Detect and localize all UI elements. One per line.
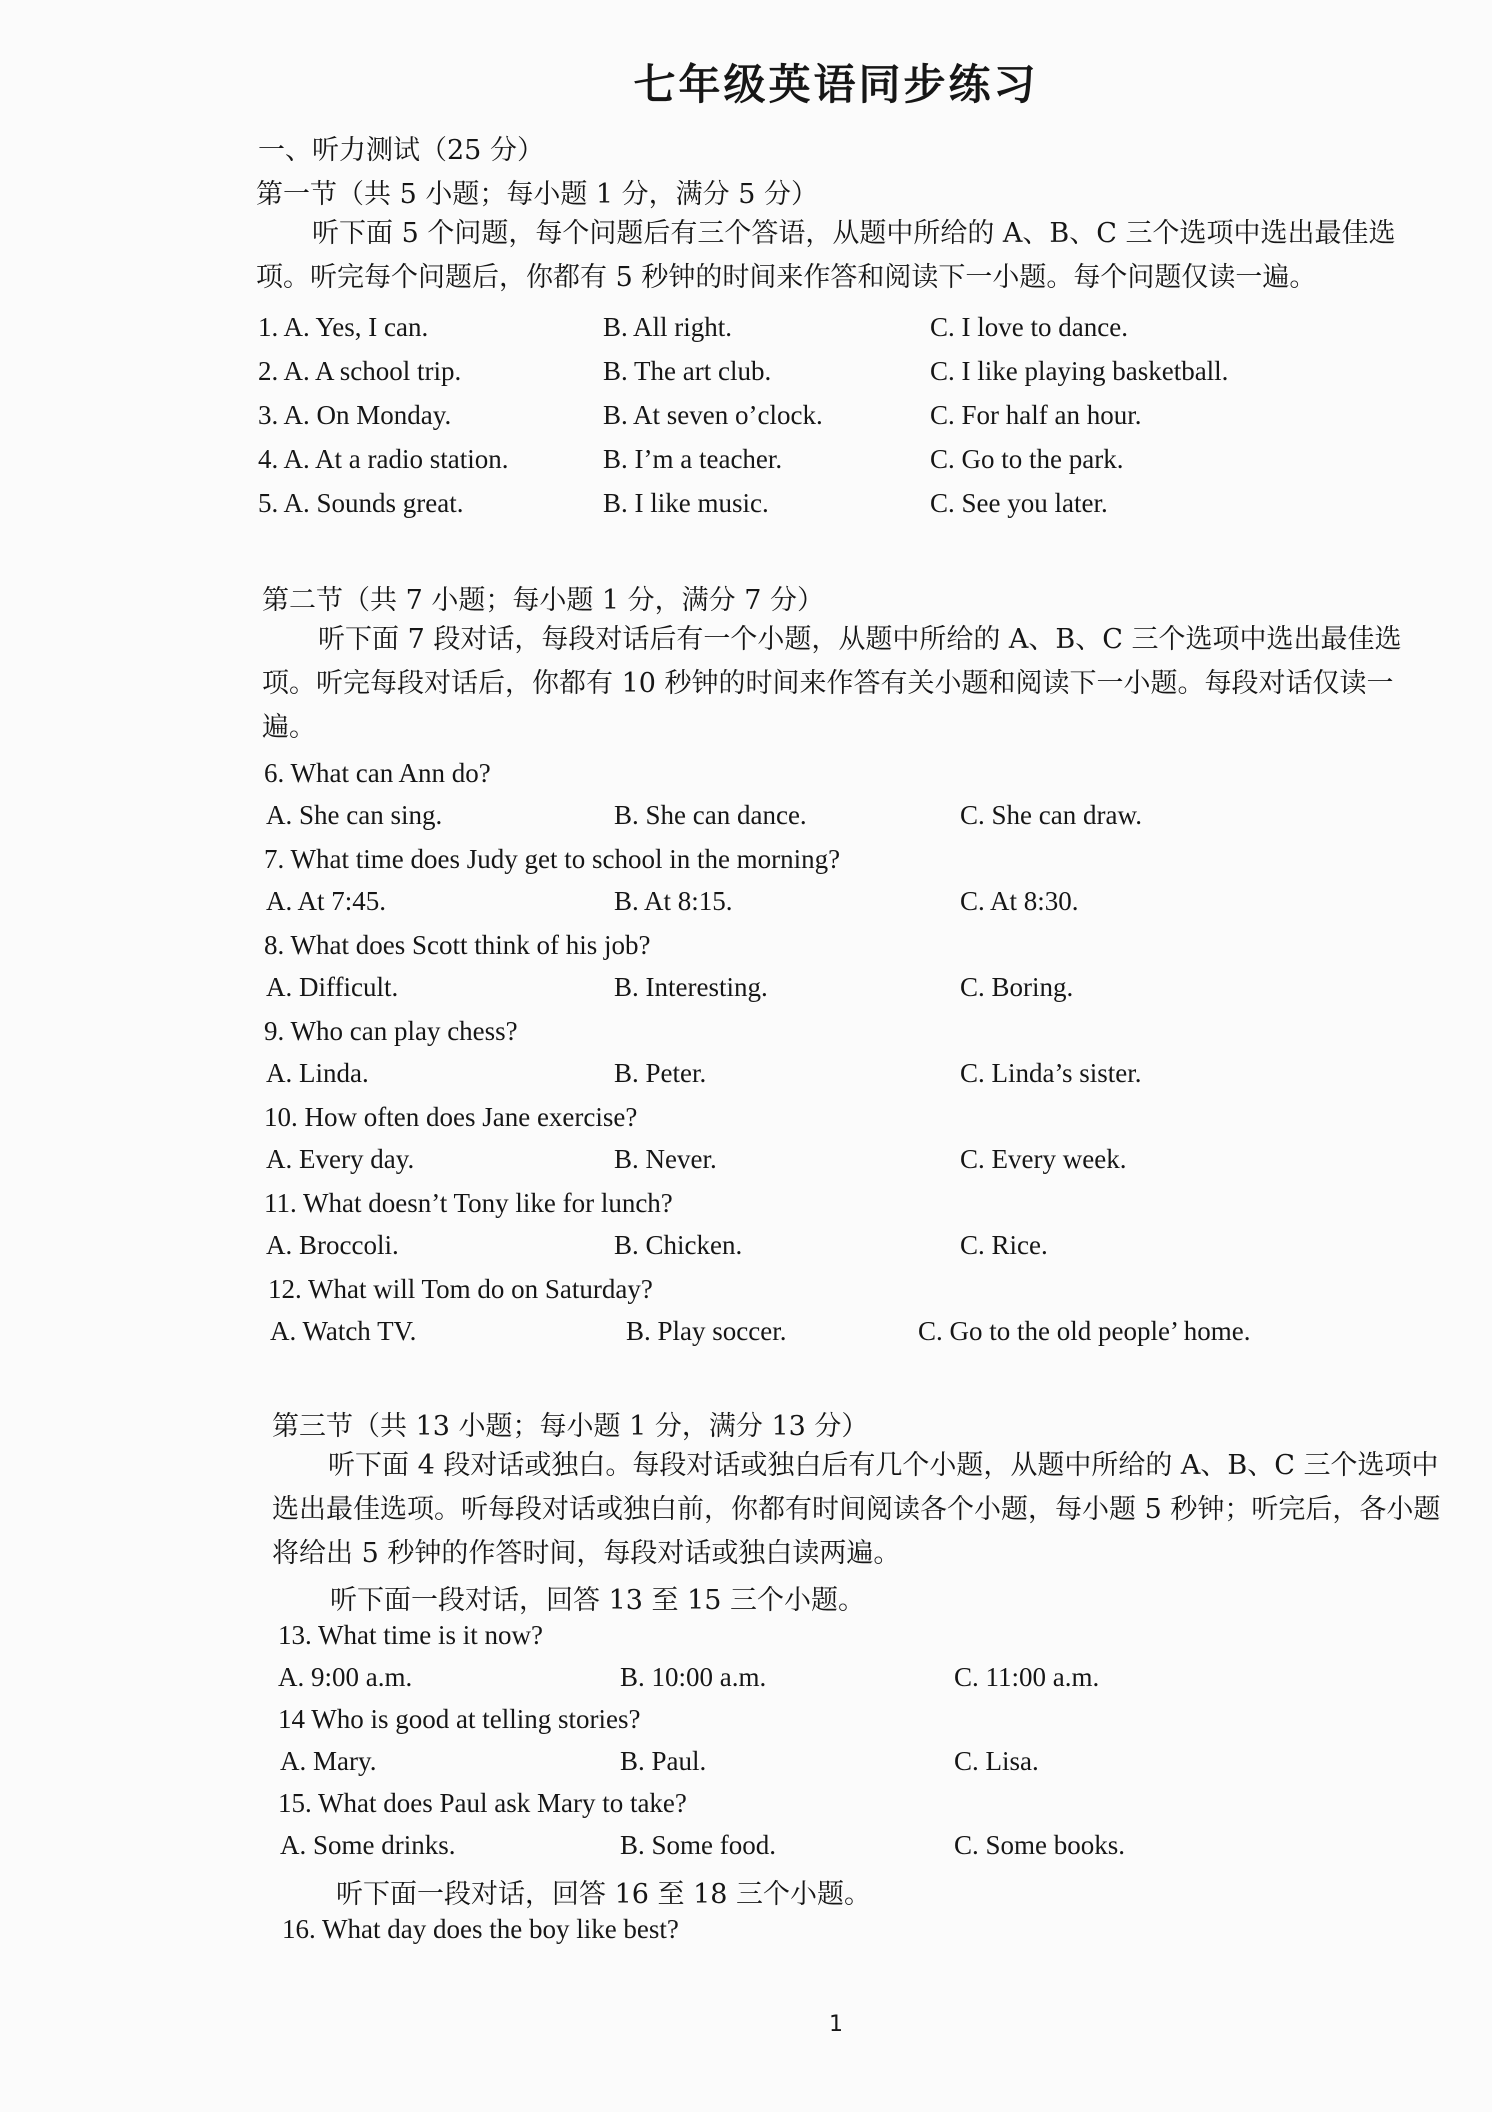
option-a: A. Watch TV. [270, 1316, 417, 1346]
question: 13. What time is it now? [278, 1620, 543, 1650]
part1-heading: 一、听力测试（25 分） [258, 135, 544, 166]
question: 16. What day does the boy like best? [282, 1914, 679, 1944]
option-a: A. Broccoli. [266, 1230, 399, 1260]
question: 6. What can Ann do? [264, 758, 491, 788]
option-b: B. 10:00 a.m. [620, 1662, 767, 1692]
option-c: C. Some books. [954, 1830, 1126, 1860]
option-a: A. Mary. [280, 1746, 377, 1776]
option-c: C. Every week. [960, 1144, 1127, 1174]
option-c: C. At 8:30. [960, 886, 1079, 916]
option-c: C. Linda’s sister. [960, 1058, 1142, 1088]
question: 8. What does Scott think of his job? [264, 930, 651, 960]
option-b: B. Never. [614, 1144, 717, 1174]
option-c: C. Go to the park. [930, 444, 1124, 474]
option-a: 4. A. At a radio station. [258, 444, 509, 474]
option-b: B. At 8:15. [614, 886, 733, 916]
option-b: B. I’m a teacher. [603, 444, 783, 474]
option-c: C. I love to dance. [930, 312, 1128, 342]
option-b: B. The art club. [603, 356, 772, 386]
option-b: B. Chicken. [614, 1230, 743, 1260]
option-c: C. Go to the old people’ home. [918, 1316, 1251, 1346]
section1-instruction: 听下面 5 个问题，每个问题后有三个答语，从题中所给的 A、B、C 三个选项中选出最佳选项。听完每个问题后，你都有 5 秒钟的时间来作答和阅读下一小题。每个问题仅读一遍。 [256, 218, 1396, 293]
option-a: 3. A. On Monday. [258, 400, 452, 430]
section3-heading: 第三节（共 13 小题；每小题 1 分，满分 13 分） [272, 1411, 869, 1442]
option-a: A. At 7:45. [266, 886, 387, 916]
option-b: B. At seven o’clock. [603, 400, 823, 430]
option-b: B. I like music. [603, 488, 769, 518]
option-a: A. She can sing. [266, 800, 443, 830]
option-c: C. 11:00 a.m. [954, 1662, 1100, 1692]
question: 7. What time does Judy get to school in the morning? [264, 844, 841, 874]
option-b: B. Peter. [614, 1058, 707, 1088]
question: 10. How often does Jane exercise? [264, 1102, 638, 1132]
option-c: C. Boring. [960, 972, 1074, 1002]
page-number: 1 [829, 2012, 843, 2037]
question: 14 Who is good at telling stories? [278, 1704, 641, 1734]
option-a: 2. A. A school trip. [258, 356, 462, 386]
option-a: A. Every day. [266, 1144, 415, 1174]
option-a: A. Linda. [266, 1058, 369, 1088]
option-c: C. She can draw. [960, 800, 1142, 830]
option-b: B. Paul. [620, 1746, 707, 1776]
option-c: C. Lisa. [954, 1746, 1039, 1776]
option-b: B. All right. [603, 312, 733, 342]
section2-heading: 第二节（共 7 小题；每小题 1 分，满分 7 分） [262, 585, 825, 616]
section1-heading: 第一节（共 5 小题；每小题 1 分，满分 5 分） [256, 179, 819, 210]
question: 11. What doesn’t Tony like for lunch? [264, 1188, 673, 1218]
section3-subinstruction: 听下面一段对话，回答 13 至 15 三个小题。 [330, 1585, 866, 1616]
option-c: C. Rice. [960, 1230, 1048, 1260]
question: 9. Who can play chess? [264, 1016, 518, 1046]
option-b: B. Play soccer. [626, 1316, 787, 1346]
question: 12. What will Tom do on Saturday? [268, 1274, 653, 1304]
option-b: B. Some food. [620, 1830, 777, 1860]
section3-subinstruction: 听下面一段对话，回答 16 至 18 三个小题。 [336, 1879, 872, 1910]
option-a: 5. A. Sounds great. [258, 488, 464, 518]
option-c: C. For half an hour. [930, 400, 1142, 430]
option-b: B. She can dance. [614, 800, 807, 830]
option-a: A. Difficult. [266, 972, 399, 1002]
option-b: B. Interesting. [614, 972, 768, 1002]
option-c: C. I like playing basketball. [930, 356, 1229, 386]
page-title: 七年级英语同步练习 [633, 60, 1039, 109]
option-a: 1. A. Yes, I can. [258, 312, 429, 342]
option-a: A. Some drinks. [280, 1830, 456, 1860]
section2-instruction: 听下面 7 段对话，每段对话后有一个小题，从题中所给的 A、B、C 三个选项中选出最佳选项。听完每段对话后，你都有 10 秒钟的时间来作答有关小题和阅读下一小题。每段对话仅读一遍。 [262, 624, 1402, 743]
option-c: C. See you later. [930, 488, 1108, 518]
question: 15. What does Paul ask Mary to take? [278, 1788, 687, 1818]
section3-instruction: 听下面 4 段对话或独白。每段对话或独白后有几个小题，从题中所给的 A、B、C 三个选项中选出最佳选项。听每段对话或独白前，你都有时间阅读各个小题，每小题 5 秒钟；听完后，各小题将给出 5 秒钟的作答时间，每段对话或独白读两遍。 [272, 1450, 1441, 1569]
option-a: A. 9:00 a.m. [278, 1662, 413, 1692]
